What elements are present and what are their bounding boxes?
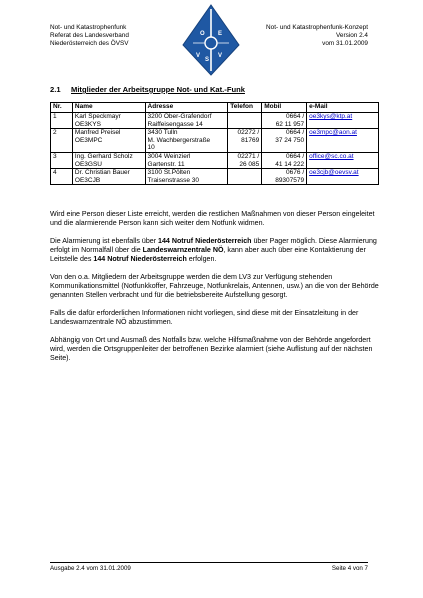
phone-prefix: 02271 / bbox=[237, 152, 260, 160]
address-line-1: 3200 Ober-Grafendorf bbox=[147, 113, 212, 120]
table-row bbox=[51, 129, 379, 153]
footer-edition: Ausgabe 2.4 vom 31.01.2009 bbox=[50, 565, 131, 572]
cell-name bbox=[72, 129, 145, 153]
phone-number: 26 085 bbox=[239, 160, 260, 168]
paragraph-1: Wird eine Person dieser Liste erreicht, werden die restlichen Maßnahmen von dieser Person eingeleitet und die alarmierende Person kann sich weiter dem Notfunk widmen. bbox=[50, 210, 375, 227]
cell-email bbox=[307, 129, 379, 153]
cell-phone bbox=[228, 113, 262, 129]
cell-address bbox=[145, 152, 228, 168]
address-line-3: 10 bbox=[147, 144, 155, 152]
cell-mobile bbox=[262, 152, 307, 168]
cell-address bbox=[145, 129, 228, 153]
header-left-line-1: Not- und Katastrophenfunk bbox=[50, 24, 127, 31]
member-callsign: OE3KYS bbox=[74, 120, 101, 128]
header-left bbox=[50, 24, 129, 49]
column-header-phone: Telefon bbox=[228, 103, 262, 113]
email-link[interactable]: oe3cjb@oevsv.at bbox=[309, 169, 359, 177]
cell-email bbox=[307, 113, 379, 129]
cell-name bbox=[72, 113, 145, 129]
header-right-line-3: vom 31.01.2009 bbox=[322, 40, 368, 48]
paragraph-2-bold-notruf-2: 144 Notruf Niederösterreich bbox=[93, 255, 187, 263]
member-name: Dr. Christian Bauer bbox=[74, 169, 130, 177]
cell-email bbox=[307, 152, 379, 168]
phone-prefix: 02272 / bbox=[237, 129, 260, 137]
cell-address bbox=[145, 169, 228, 185]
section-title: Mitglieder der Arbeitsgruppe Not- und Kat.-Funk bbox=[71, 85, 245, 94]
address-line-2: Traisenstrasse 30 bbox=[147, 176, 199, 184]
paragraph-5: Abhängig von Ort und Ausmaß des Notfalls bzw. welche Hilfsmaßnahme von der Behörde angefordert wird, werden die Ortsgruppenleiter der betroffenen Bezirke alarmiert (siehe Auflistung auf der nächsten Seite). bbox=[50, 336, 373, 362]
cell-phone bbox=[228, 169, 262, 185]
cell-nr: 2 bbox=[51, 129, 73, 153]
oevsv-logo bbox=[181, 3, 241, 78]
member-callsign: OE3CJB bbox=[74, 176, 101, 184]
column-header-email: e-Mail bbox=[307, 103, 379, 113]
email-link[interactable]: oe3mpc@aon.at bbox=[309, 129, 357, 137]
address-line-1: 3430 Tulln bbox=[147, 129, 178, 137]
column-header-address: Adresse bbox=[145, 103, 228, 113]
mobile-number: 62 11 957 bbox=[275, 120, 305, 128]
header-left-line-3: Niederösterreich des ÖVSV bbox=[50, 40, 129, 48]
header-right bbox=[266, 24, 368, 49]
table-row bbox=[51, 152, 379, 168]
body-text bbox=[50, 210, 380, 372]
header-right-line-2: Version 2.4 bbox=[336, 32, 368, 40]
cell-mobile bbox=[262, 129, 307, 153]
paragraph-2-bold-notruf: 144 Notruf Niederösterreich bbox=[158, 237, 252, 245]
address-line-2: Raiffeisengasse 14 bbox=[147, 120, 203, 128]
members-table bbox=[50, 102, 379, 185]
phone-number: 81769 bbox=[241, 136, 260, 144]
address-line-2: Gartenstr. 11 bbox=[147, 160, 185, 168]
cell-phone bbox=[228, 152, 262, 168]
column-header-name: Name bbox=[72, 103, 145, 113]
table-row bbox=[51, 113, 379, 129]
cell-nr: 4 bbox=[51, 169, 73, 185]
cell-nr: 3 bbox=[51, 152, 73, 168]
mobile-prefix: 0664 / bbox=[286, 113, 305, 120]
mobile-number: 41 14 222 bbox=[275, 160, 305, 168]
member-name: Ing. Gerhard Scholz bbox=[74, 152, 133, 160]
member-callsign: OE3GSU bbox=[74, 160, 102, 168]
column-header-nr: Nr. bbox=[51, 103, 73, 113]
cell-name bbox=[72, 152, 145, 168]
email-link[interactable]: office@sc.co.at bbox=[309, 152, 354, 160]
column-header-mobile: Mobil bbox=[262, 103, 307, 113]
cell-phone bbox=[228, 129, 262, 153]
header-left-line-2: Referat des Landesverband bbox=[50, 32, 129, 40]
table-row bbox=[51, 169, 379, 185]
logo-letter-v: V bbox=[196, 53, 201, 59]
footer-divider bbox=[50, 562, 368, 563]
mobile-prefix: 0676 / bbox=[286, 169, 305, 177]
paragraph-2-text-a: Die Alarmierung ist ebenfalls über bbox=[50, 237, 159, 245]
cell-mobile bbox=[262, 113, 307, 129]
cell-address bbox=[145, 113, 228, 129]
paragraph-2-text-g: erfolgen. bbox=[186, 255, 217, 263]
email-link[interactable]: oe3kys@ktp.at bbox=[309, 113, 353, 120]
paragraph-4: Falls die dafür erforderlichen Informationen nicht vorliegen, sind diese mit der Einsatzleitung in der Landeswarnzentrale NÖ abzustimmen. bbox=[50, 309, 359, 326]
logo-letter-s: S bbox=[205, 57, 210, 63]
mobile-prefix: 0664 / bbox=[286, 152, 305, 160]
section-number: 2.1 bbox=[50, 85, 61, 94]
logo-letter-e: E bbox=[218, 31, 223, 37]
cell-nr: 1 bbox=[51, 113, 73, 129]
mobile-prefix: 0664 / bbox=[286, 129, 305, 137]
header-right-line-1: Not- und Katastrophenfunk-Konzept bbox=[266, 24, 368, 31]
member-callsign: OE3MPC bbox=[74, 136, 103, 144]
footer-page-number: Seite 4 von 7 bbox=[331, 565, 368, 572]
cell-mobile bbox=[262, 169, 307, 185]
paragraph-2-bold-lwz: Landeswarnzentrale NÖ bbox=[142, 246, 224, 254]
address-line-1: 3004 Weinzierl bbox=[147, 152, 191, 160]
address-line-1: 3100 St.Pölten bbox=[147, 169, 191, 177]
logo-letter-v2: V bbox=[218, 53, 223, 59]
paragraph-2-text-c: über Pager möglich. Diese Alarmierung erfolgt im Normalfall über die bbox=[50, 237, 377, 254]
address-line-2: M. Wachbergerstraße bbox=[147, 136, 211, 144]
member-name: Manfred Preisel bbox=[74, 129, 121, 137]
paragraph-3: Von den o.a. Mitgliedern der Arbeitsgruppe werden die dem LV3 zur Verfügung stehenden Kommunikationsmittel (Notfunkkoffer, Fahrzeuge, Notfunkrelais, Antennen, usw.) an die von der Behörde genannten Stellen verbracht und für die betriebsbereite Aufstellung gesorgt. bbox=[50, 273, 379, 299]
mobile-number: 89307579 bbox=[275, 176, 305, 184]
logo-letter-o: O bbox=[200, 31, 205, 37]
cell-email bbox=[307, 169, 379, 185]
paragraph-2 bbox=[50, 237, 380, 264]
member-name: Karl Speckmayr bbox=[74, 113, 121, 120]
table-header-row bbox=[51, 103, 379, 113]
mobile-number: 37 24 750 bbox=[275, 136, 305, 144]
section-heading bbox=[50, 85, 245, 94]
cell-name bbox=[72, 169, 145, 185]
paragraph-2-text-e: , kann aber auch über eine Kontaktierung der Leitstelle des bbox=[50, 246, 366, 263]
